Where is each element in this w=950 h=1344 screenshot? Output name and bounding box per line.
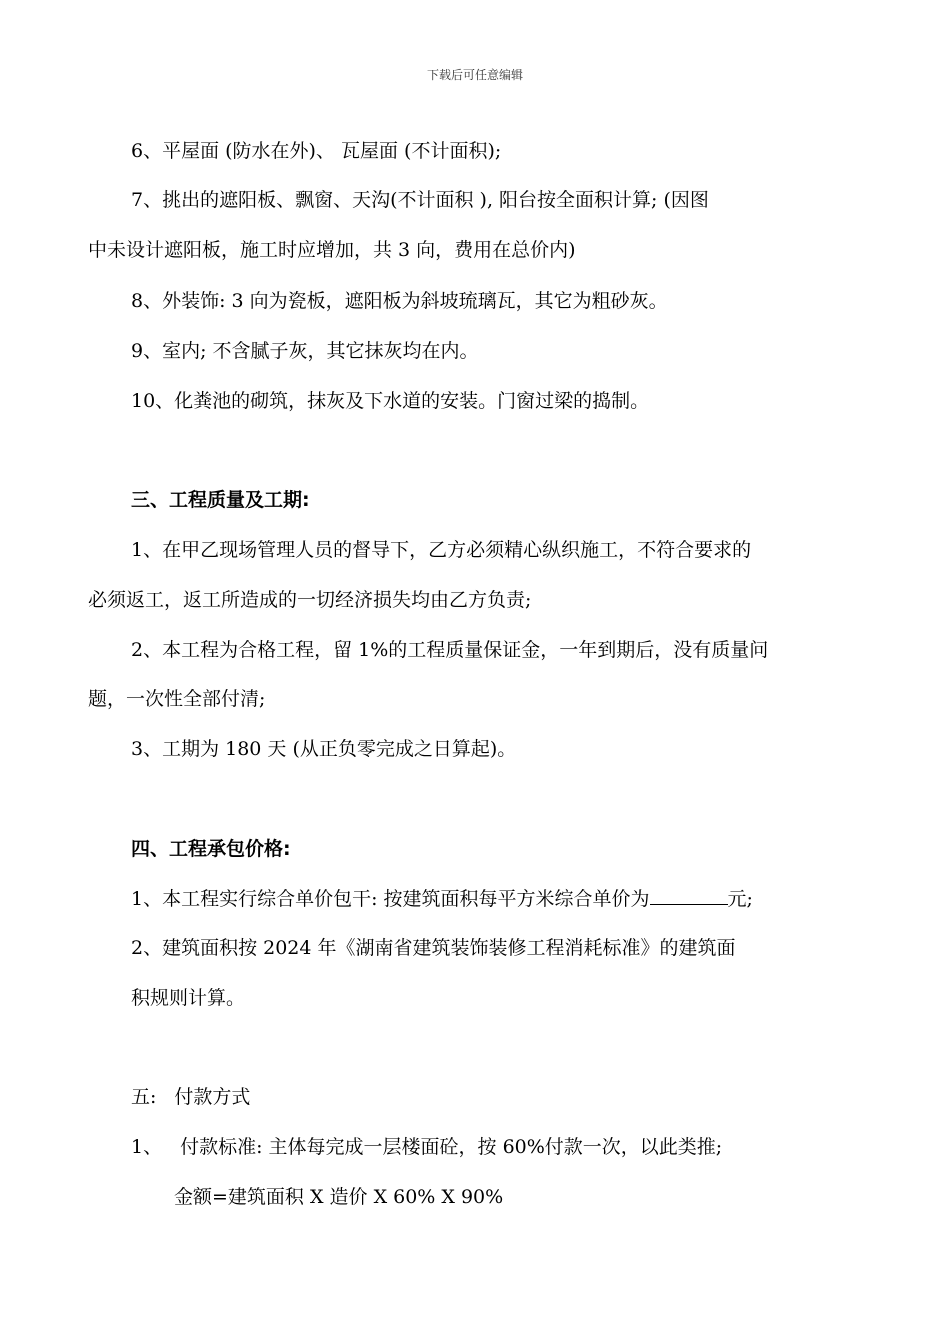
section-4-para-1-unit: 元; — [727, 888, 753, 910]
section-3-para-2-line-2: 题，一次性全部付清; — [88, 688, 266, 710]
section-5-para-1-number: 1、 — [131, 1136, 163, 1158]
section-5-title — [131, 1084, 250, 1110]
section-4-para-2-line-2: 积规则计算。 — [131, 987, 246, 1009]
payment-formula: 金额=建筑面积 X 造价 X 60% X 90% — [174, 1186, 504, 1208]
section-5-para-1 — [131, 1134, 722, 1160]
section-5-para-1-text: 付款标准: 主体每完成一层楼面砼，按 60%付款一次，以此类推; — [180, 1136, 723, 1158]
section-4-title: 四、工程承包价格: — [131, 838, 291, 860]
section-4-para-1 — [131, 886, 753, 912]
item-9: 9、室内; 不含腻子灰，其它抹灰均在内。 — [131, 340, 479, 362]
section-4-para-1-text: 1、本工程实行综合单价包干: 按建筑面积每平方米综合单价为 — [131, 888, 650, 910]
section-5-title-text: 付款方式 — [174, 1086, 251, 1108]
section-3-para-1-line-1: 1、在甲乙现场管理人员的督导下，乙方必须精心纵织施工，不符合要求的 — [131, 539, 752, 561]
item-7-line-1: 7、挑出的遮阳板、飘窗、天沟(不计面积 ), 阳台按全面积计算; (因图 — [131, 189, 709, 211]
item-10: 10、化粪池的砌筑，抹灰及下水道的安装。门窗过梁的捣制。 — [131, 390, 650, 412]
section-4-para-2-line-1: 2、建筑面积按 2024 年《湖南省建筑装饰装修工程消耗标准》的建筑面 — [131, 937, 736, 959]
price-blank-field — [650, 886, 728, 905]
item-7-line-2: 中未设计遮阳板，施工时应增加，共 3 向，费用在总价内) — [88, 239, 576, 261]
section-3-para-3: 3、工期为 180 天 (从正负零完成之日算起)。 — [131, 738, 517, 760]
section-5-title-number: 五: — [131, 1086, 157, 1108]
page-header-note: 下载后可任意编辑 — [426, 68, 523, 82]
section-3-para-1-line-2: 必须返工，返工所造成的一切经济损失均由乙方负责; — [88, 589, 532, 611]
item-8: 8、外装饰: 3 向为瓷板，遮阳板为斜坡琉璃瓦，其它为粗砂灰。 — [131, 290, 668, 312]
item-6: 6、平屋面 (防水在外)、 瓦屋面 (不计面积); — [131, 140, 502, 162]
section-3-title: 三、工程质量及工期: — [131, 489, 310, 511]
section-3-para-2-line-1: 2、本工程为合格工程，留 1%的工程质量保证金，一年到期后，没有质量问 — [131, 639, 769, 661]
